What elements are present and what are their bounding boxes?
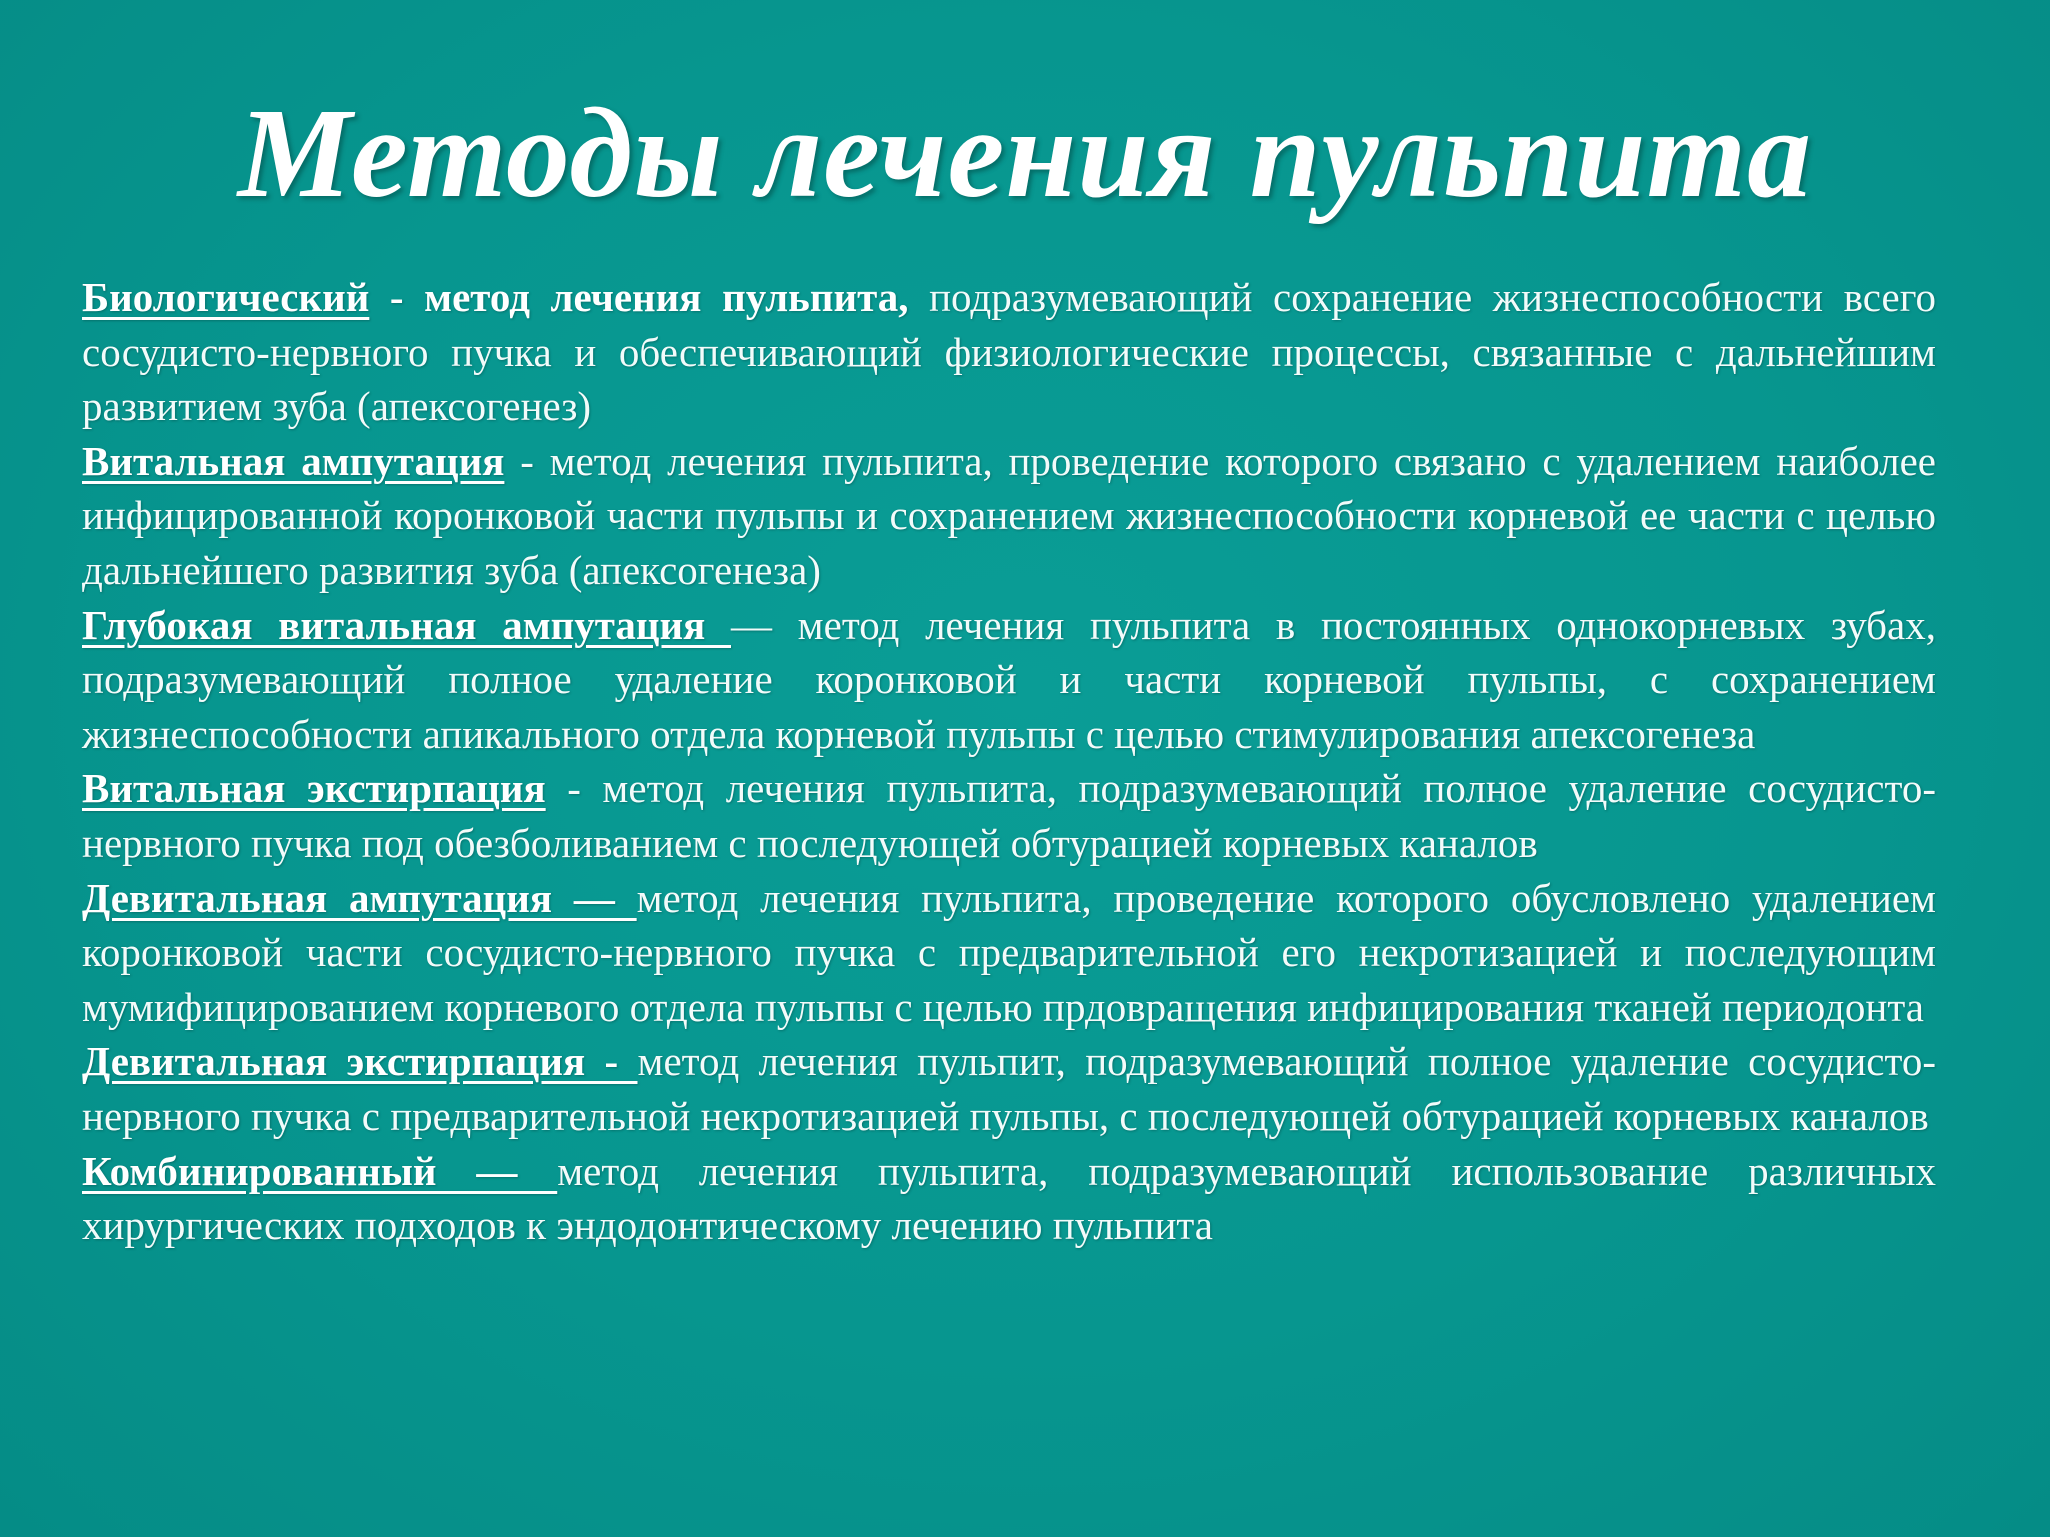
method-devital-amputation (82, 871, 1936, 1035)
method-description: - метод лечения пульпита, проведение которого связано с удалением наиболее инфицированной коронковой части пульпы и сохранением жизнеспособности корневой ее части с целью дальнейшего развития зуба (апексогенеза) (82, 437, 1937, 593)
method-combined (82, 1144, 1936, 1253)
method-term: Витальная ампутация (82, 437, 505, 484)
slide-title: Методы лечения пульпита (237, 82, 1813, 224)
method-description: - метод лечения пульпита, подразумевающий полное удаление сосудисто-нервного пучка под обезболиванием с последующей обтурацией корневых каналов (82, 765, 1936, 866)
method-term: Комбинированный — (82, 1147, 558, 1194)
method-description: метод лечения пульпита, проведение которого обусловлено удалением коронковой части сосудисто-нервного пучка с предварительной его некротизацией и последующим мумифицированием корневого отдела пульпы с целью прдовращения инфицирования тканей периодонта (82, 874, 1936, 1030)
method-description: подразумевающий сохранение жизнеспособности всего сосудисто-нервного пучка и обеспечивающий физиологические процессы, связанные с дальнейшим развитием зуба (апексогенез) (82, 274, 1936, 430)
method-term: Девитальная экстирпация - (82, 1038, 638, 1085)
method-term-rest: - метод лечения пульпита, (369, 274, 909, 320)
method-description: метод лечения пульпита, подразумевающий использование различных хирургических подходов к эндодонтическому лечению пульпита (82, 1147, 1936, 1249)
method-term: Витальная экстирпация (82, 765, 546, 812)
method-devital-extirpation (82, 1034, 1936, 1143)
method-description: метод лечения пульпит, подразумевающий полное удаление сосудисто-нервного пучка с предварительной некротизацией пульпы, с последующей обтурацией корневых каналов (82, 1038, 1936, 1139)
method-description: — метод лечения пульпита в постоянных однокорневых зубах, подразумевающий полное удаление коронковой и части корневой пульпы, с сохранением жизнеспособности апикального отдела корневой пульпы с целью стимулирования апексогенеза (82, 601, 1936, 757)
method-vital-amputation (82, 434, 1936, 598)
method-term: Глубокая витальная ампутация (82, 601, 731, 648)
method-biological (82, 270, 1936, 434)
methods-list (82, 270, 1936, 1253)
method-deep-vital-amputation (82, 598, 1936, 762)
method-vital-extirpation (82, 761, 1936, 870)
method-term: Биологический (82, 274, 370, 320)
method-term: Девитальная ампутация — (82, 874, 637, 921)
